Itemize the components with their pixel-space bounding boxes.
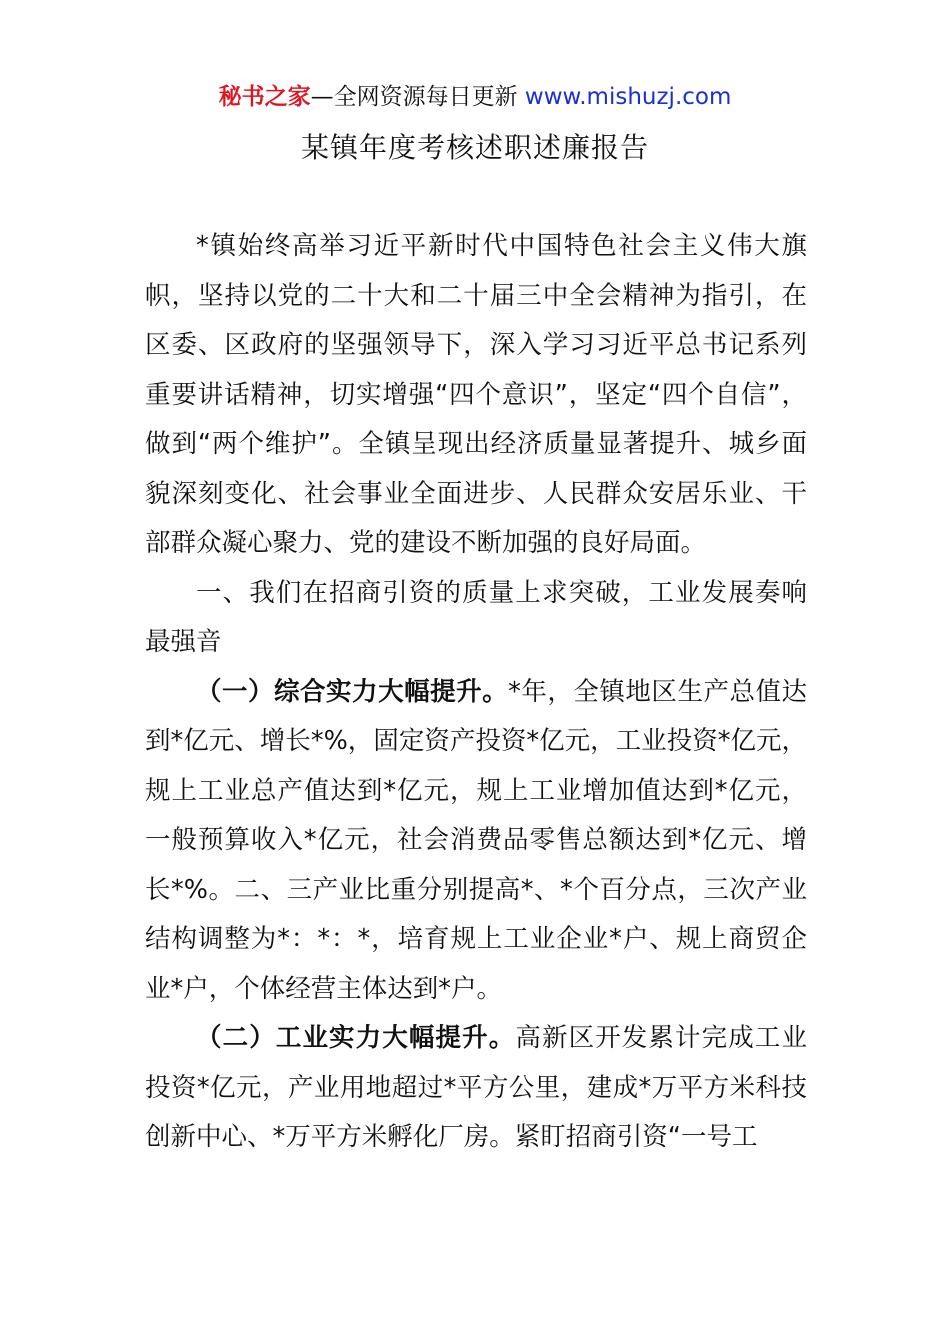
document-body [145, 222, 807, 1163]
item-paragraph-1 [145, 668, 807, 1015]
document-title: 某镇年度考核述职述廉报告 [300, 131, 649, 164]
brand-name: 秘书之家 [218, 84, 311, 110]
site-url-link[interactable]: www.mishuzj.com [524, 84, 732, 110]
item-text-2: 高新区开发累计完成工业投资*亿元，产业用地超过*平方公里，建成*万平方米科技创新中心、*万平方米孵化厂房。紧盯招商引资“一号工 [145, 1023, 807, 1152]
item-text-1: *年，全镇地区生产总值达到*亿元、增长*%，固定资产投资*亿元，工业投资*亿元，规上工业总产值达到*亿元，规上工业增加值达到*亿元，一般预算收入*亿元，社会消费品零售总额达到*亿元、增长*%。二、三产业比重分别提高*、*个百分点，三次产业结构调整为*：*：*，培育规上工业企业*户、规上商贸企业*户，个体经营主体达到*户。 [145, 676, 807, 1004]
section-heading: 一、我们在招商引资的质量上求突破，工业发展奏响最强音 [145, 577, 807, 657]
item-heading-2: （二）工业实力大幅提升。 [196, 1023, 516, 1053]
item-paragraph-2 [145, 1014, 807, 1163]
site-header [0, 80, 950, 114]
item-heading-1: （一）综合实力大幅提升。 [196, 676, 509, 707]
intro-paragraph: *镇始终高举习近平新时代中国特色社会主义伟大旗帜，坚持以党的二十大和二十届三中全会精神为指引，在区委、区政府的坚强领导下，深入学习习近平总书记系列重要讲话精神，切实增强“四个意识”，坚定“四个自信”，做到“两个维护”。全镇呈现出经济质量显著提升、城乡面貌深刻变化、社会事业全面进步、人民群众安居乐业、干部群众凝心聚力、党的建设不断加强的良好局面。 [145, 231, 807, 558]
header-tagline: —全网资源每日更新 [310, 84, 525, 110]
